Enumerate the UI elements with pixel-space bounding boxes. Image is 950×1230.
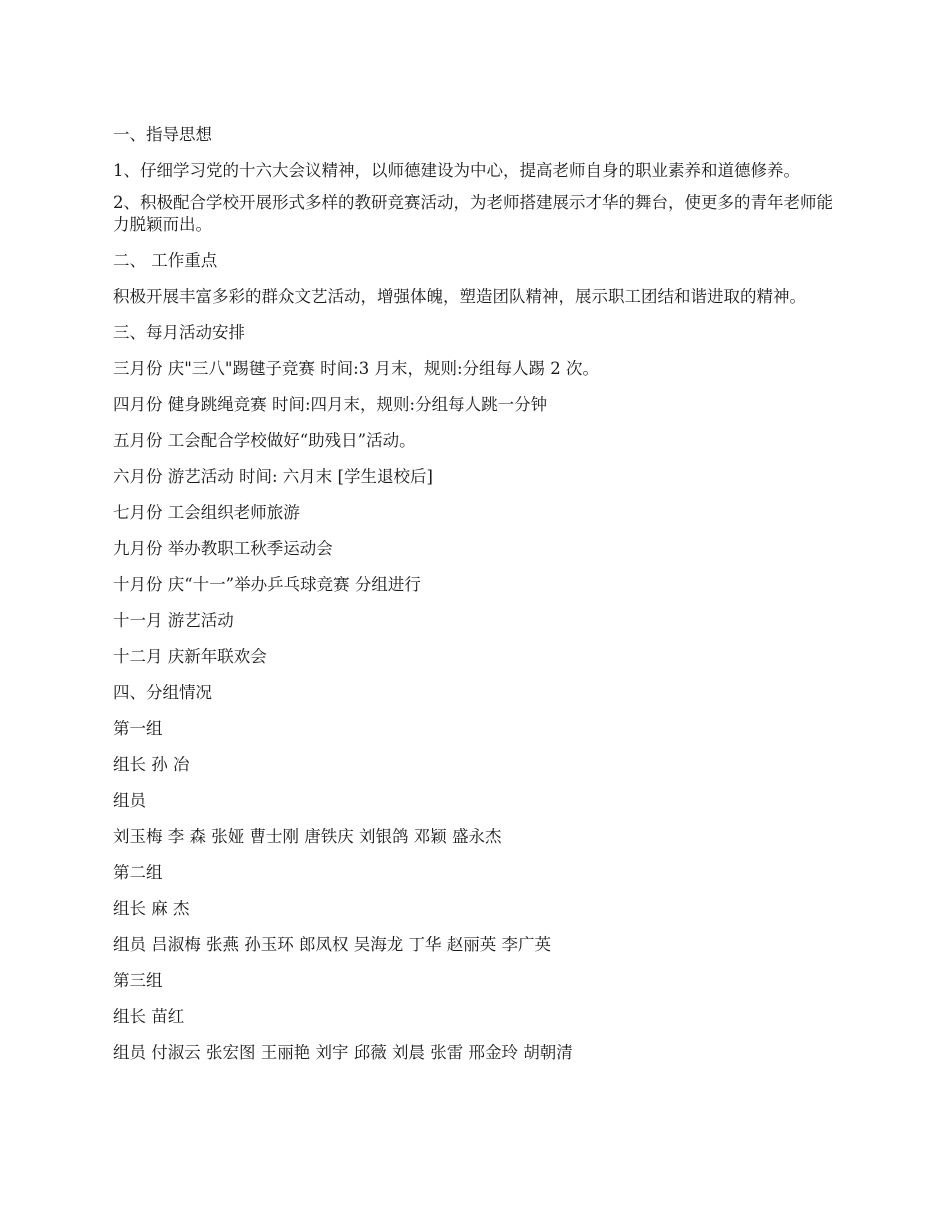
group-2-leader: 组长 麻 杰 bbox=[113, 899, 190, 918]
monthly-item-may: 五月份 工会配合学校做好“助残日”活动。 bbox=[113, 431, 416, 450]
guiding-item-1: 1、仔细学习党的十六大会议精神，以师德建设为中心，提高老师自身的职业素养和道德修养。 bbox=[113, 161, 800, 180]
section-heading-monthly-schedule: 三、每月活动安排 bbox=[113, 323, 245, 342]
group-3-leader: 组长 苗红 bbox=[113, 1007, 185, 1026]
group-3-members: 组员 付淑云 张宏图 王丽艳 刘宇 邱薇 刘晨 张雷 邢金玲 胡朝清 bbox=[113, 1043, 573, 1062]
group-1-members: 刘玉梅 李 森 张娅 曹士刚 唐铁庆 刘银鸽 邓颖 盛永杰 bbox=[113, 827, 502, 846]
section-heading-work-focus: 二、 工作重点 bbox=[113, 251, 218, 270]
guiding-item-2: 2、积极配合学校开展形式多样的教研竞赛活动，为老师搭建展示才华的舞台，使更多的青年老师能力脱颖而出。 bbox=[113, 193, 833, 234]
group-1-members-label: 组员 bbox=[113, 791, 146, 810]
section-heading-guiding-ideology: 一、指导思想 bbox=[113, 125, 212, 144]
monthly-item-june: 六月份 游艺活动 时间: 六月末 [学生退校后] bbox=[113, 467, 433, 486]
monthly-item-april: 四月份 健身跳绳竞赛 时间:四月末，规则:分组每人跳一分钟 bbox=[113, 395, 548, 414]
monthly-item-march: 三月份 庆"三八"踢毽子竞赛 时间:3 月末，规则:分组每人踢 2 次。 bbox=[113, 359, 600, 378]
work-focus-paragraph: 积极开展丰富多彩的群众文艺活动，增强体魄，塑造团队精神，展示职工团结和谐进取的精神。 bbox=[113, 287, 806, 306]
monthly-item-november: 十一月 游艺活动 bbox=[113, 611, 234, 630]
group-3-title: 第三组 bbox=[113, 971, 163, 990]
group-1-leader: 组长 孙 冶 bbox=[113, 755, 190, 774]
monthly-item-july: 七月份 工会组织老师旅游 bbox=[113, 503, 300, 522]
monthly-item-october: 十月份 庆“十一”举办乒乓球竞赛 分组进行 bbox=[113, 575, 421, 594]
group-2-title: 第二组 bbox=[113, 863, 163, 882]
monthly-item-september: 九月份 举办教职工秋季运动会 bbox=[113, 539, 333, 558]
group-2-members: 组员 吕淑梅 张燕 孙玉环 郎凤权 吴海龙 丁华 赵丽英 李广英 bbox=[113, 935, 551, 954]
monthly-item-december: 十二月 庆新年联欢会 bbox=[113, 647, 267, 666]
section-heading-groups: 四、分组情况 bbox=[113, 683, 212, 702]
document-body bbox=[113, 124, 838, 1078]
group-1-title: 第一组 bbox=[113, 719, 163, 738]
